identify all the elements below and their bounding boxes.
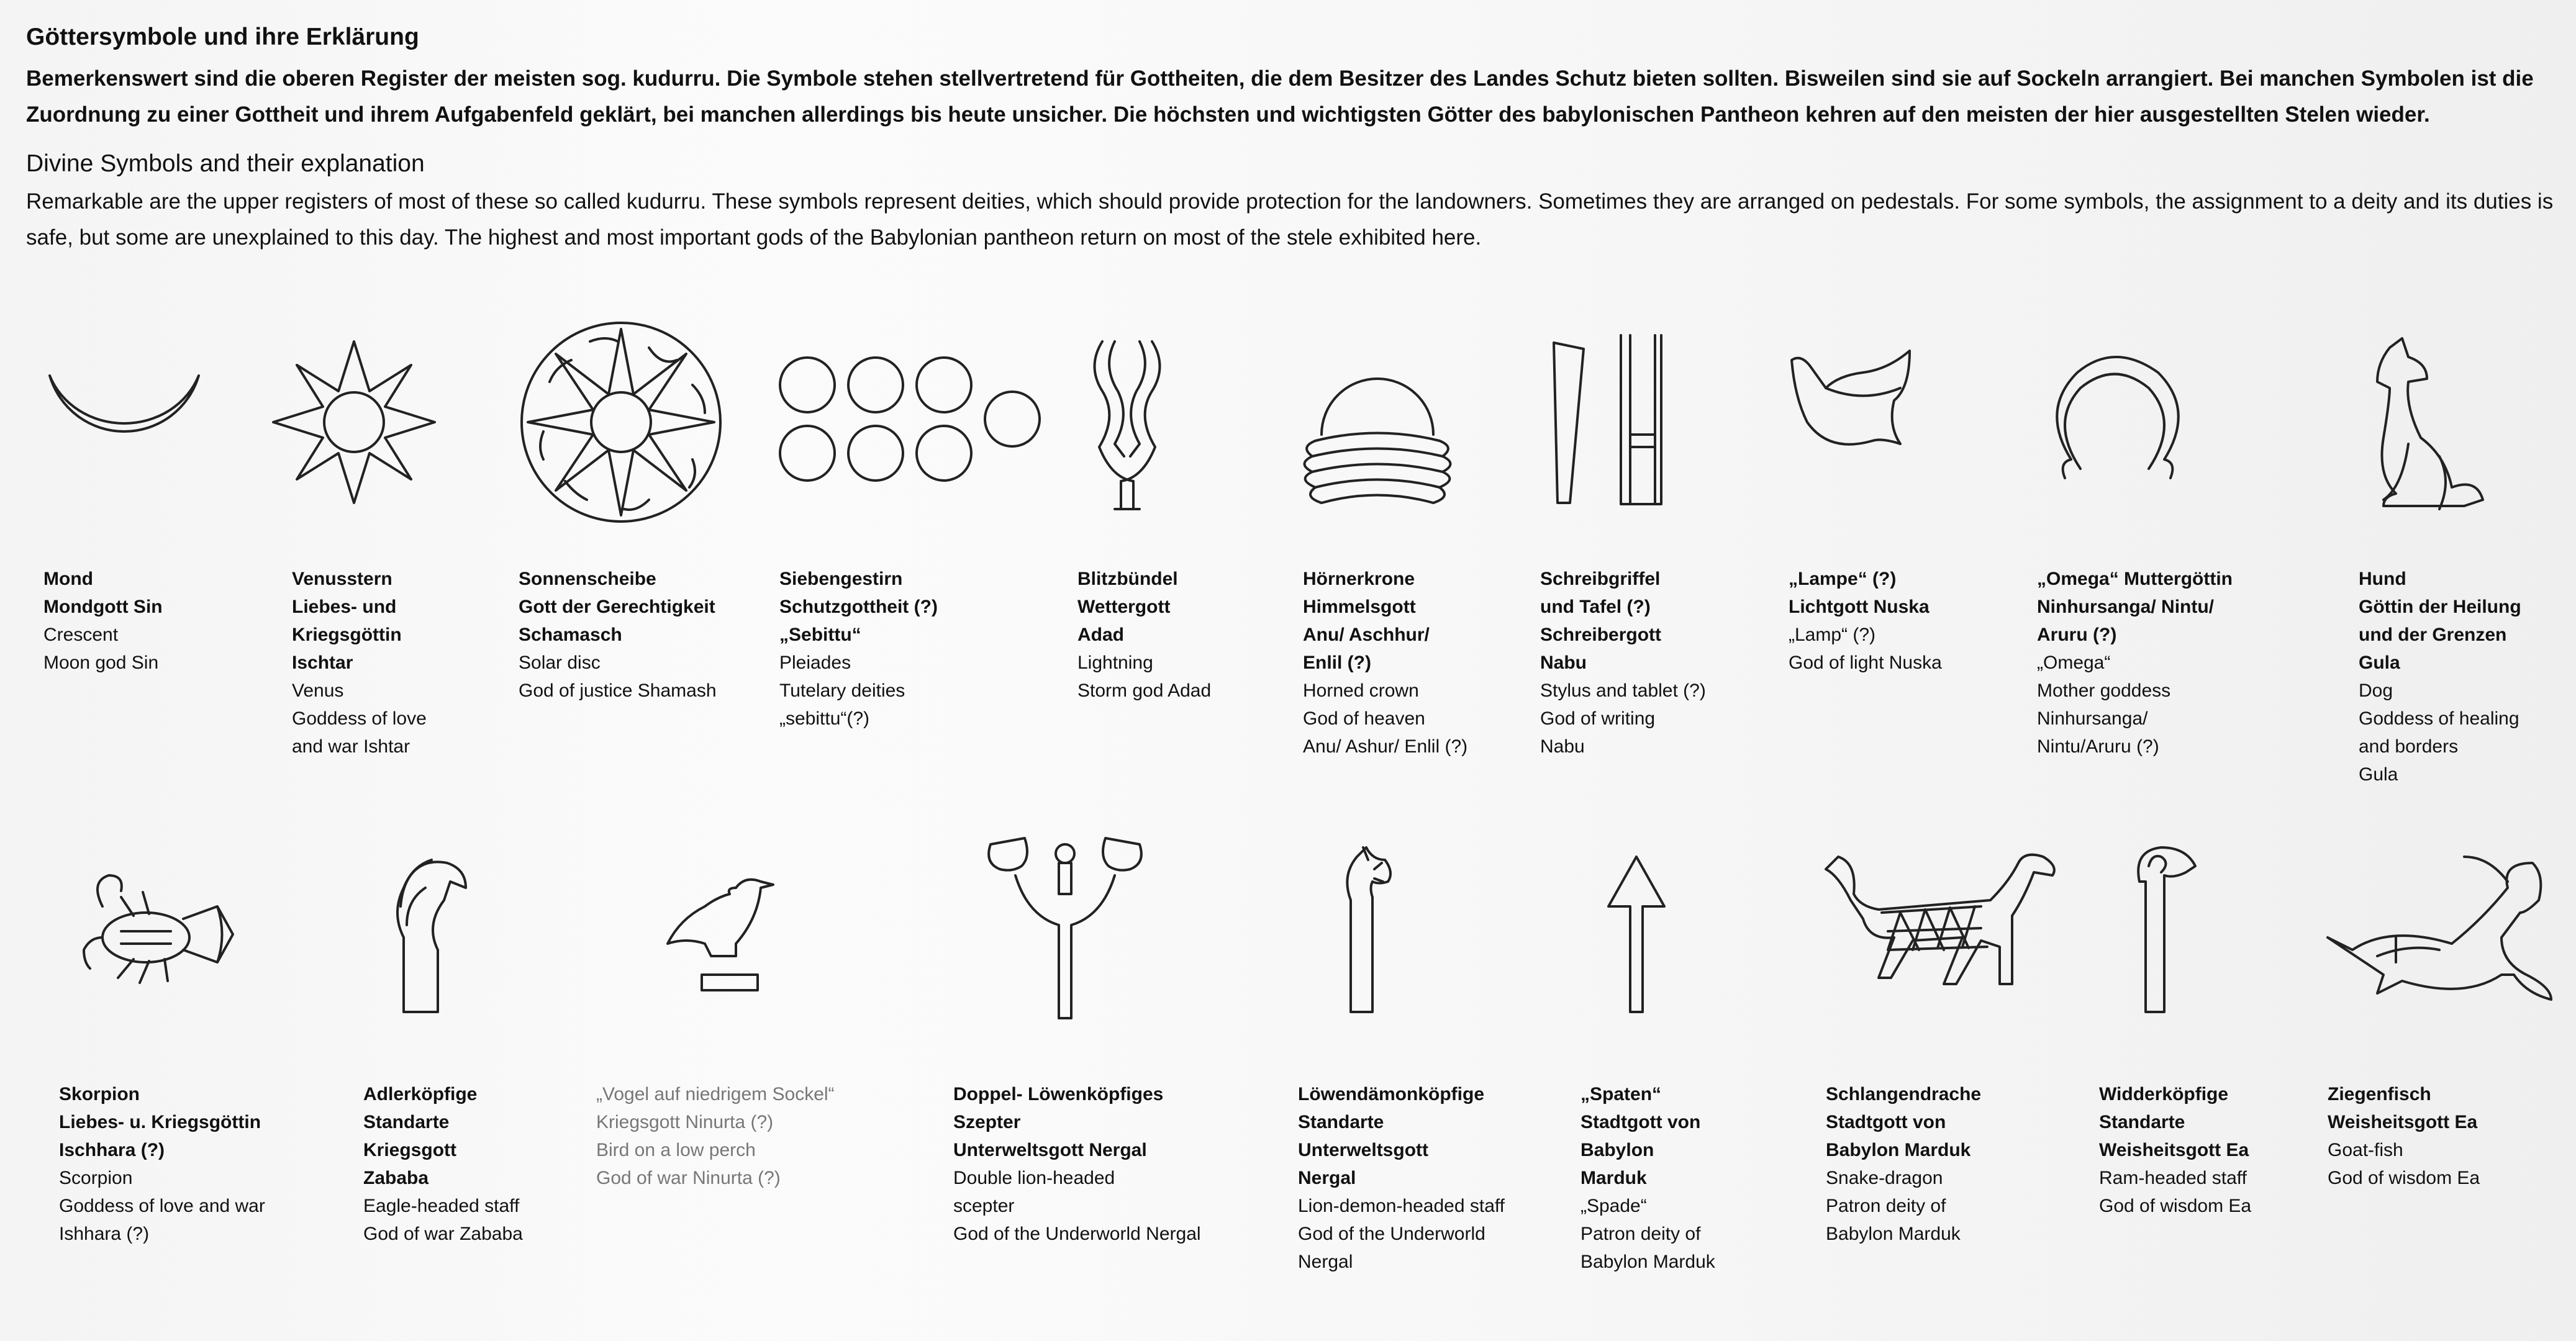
symbol-card: [1303, 323, 1570, 832]
caption-german: „Spaten“ Stadtgott von Babylon Marduk: [1581, 1084, 1701, 1188]
symbol-card: [779, 323, 1046, 832]
eagle-staff-icon: [363, 832, 599, 1055]
caption-english: „Spade“ Patron deity of Babylon Marduk: [1581, 1196, 1715, 1272]
crescent-icon: [43, 323, 279, 546]
caption-english: Dog Goddess of healing and borders Gula: [2359, 680, 2519, 785]
symbol-card: [2359, 323, 2576, 832]
caption-german: Siebengestirn Schutzgottheit (?) „Sebittu“: [779, 569, 938, 645]
stylus-tablet-icon: [1540, 323, 1776, 546]
caption-german: Doppel- Löwenköpfiges Szepter Unterweltsgott Nergal: [953, 1084, 1164, 1160]
caption-german: Hund Göttin der Heilung und der Grenzen Gula: [2359, 569, 2521, 673]
caption-english: Lightning Storm god Adad: [1077, 652, 1212, 701]
symbol-card: [2037, 323, 2304, 832]
omega-icon: [2037, 323, 2273, 546]
bird-perch-icon: [664, 832, 900, 1055]
symbol-card: [519, 323, 786, 832]
caption-german: Ziegenfisch Weisheitsgott Ea: [2328, 1084, 2478, 1132]
caption-german: „Vogel auf niedrigem Sockel“ Kriegsgott Ninurta (?): [596, 1084, 835, 1132]
caption-german: Venusstern Liebes- und Kriegsgöttin Ischtar: [292, 569, 402, 673]
caption-english: Scorpion Goddess of love and war Ishhara (?): [59, 1168, 265, 1244]
venus-star-icon: [292, 323, 528, 546]
caption-english: Solar disc God of justice Shamash: [519, 652, 717, 701]
scorpion-icon: [59, 832, 295, 1055]
caption-english: Stylus and tablet (?) God of writing Nabu: [1540, 680, 1706, 757]
caption-german: Blitzbündel Wettergott Adad: [1077, 569, 1178, 645]
symbol-card: [596, 832, 863, 1341]
caption-german: Skorpion Liebes- u. Kriegsgöttin Ischhara (?): [59, 1084, 261, 1160]
caption-german: Schreibgriffel und Tafel (?) Schreibergott Nabu: [1540, 569, 1662, 673]
symbol-card: [59, 832, 326, 1341]
pleiades-icon: [779, 323, 1015, 546]
caption-german: Löwendämonköpfige Standarte Unterweltsgott Nergal: [1298, 1084, 1484, 1188]
symbol-card: [1789, 323, 2056, 832]
caption-english: Venus Goddess of love and war Ishtar: [292, 680, 427, 757]
lamp-icon: [1789, 323, 2025, 546]
english-description: Remarkable are the upper registers of most of these so called kudurru. These symbols represent deities, which should provide protection for the landowners. Sometimes they are arranged on pedestals. For some symbols, the assignment to a deity and its duties is safe, but some are unexplained to this day. The highest and most important gods of the Babylonian pantheon return on most of the stele exhibited here.: [26, 189, 2554, 250]
symbol-card: [2099, 832, 2366, 1341]
english-title: Divine Symbols and their explanation: [26, 150, 425, 177]
caption-german: Sonnenscheibe Gott der Gerechtigkeit Schamasch: [519, 569, 715, 645]
caption-english: Eagle-headed staff God of war Zababa: [363, 1196, 523, 1244]
caption-german: Adlerköpfige Standarte Kriegsgott Zababa: [363, 1084, 478, 1188]
symbol-card: [1581, 832, 1848, 1341]
caption-english: Ram-headed staff God of wisdom Ea: [2099, 1168, 2252, 1216]
symbol-card: [2328, 832, 2576, 1341]
horned-crown-icon: [1303, 323, 1539, 546]
symbol-card: [363, 832, 630, 1341]
caption-english: „Omega“ Mother goddess Ninhursanga/ Nintu/Aruru (?): [2037, 652, 2171, 757]
double-lion-scepter-icon: [966, 832, 1202, 1055]
symbol-row-2: [0, 832, 2576, 1341]
snake-dragon-icon: [1826, 832, 2062, 1055]
symbol-card: [953, 832, 1220, 1341]
solar-disc-icon: [519, 323, 755, 546]
caption-english: Bird on a low perch God of war Ninurta (?): [596, 1140, 781, 1188]
german-description: Bemerkenswert sind die oberen Register der meisten sog. kudurru. Die Symbole stehen stellvertretend für Gottheiten, die dem Besitzer des Landes Schutz bieten sollten. Bisweilen sind sie auf Sockeln arrangiert. Bei manchen Symbolen ist die Zuordnung zu einer Gottheit und ihrem Aufgabenfeld geklärt, bei manchen allerdings bis heute unsicher. Die höchsten und wichtigsten Götter des babylonischen Pantheon kehren auf den meisten der hier ausgestellten Stelen wieder.: [26, 66, 2534, 127]
symbol-card: [1540, 323, 1807, 832]
caption-german: Mond Mondgott Sin: [43, 569, 163, 617]
caption-english: „Lamp“ (?) God of light Nuska: [1789, 625, 1942, 673]
caption-english: Pleiades Tutelary deities „sebittu“(?): [779, 652, 905, 729]
caption-german: Hörnerkrone Himmelsgott Anu/ Aschhur/ Enlil (?): [1303, 569, 1430, 673]
caption-german: Widderköpfige Standarte Weisheitsgott Ea: [2099, 1084, 2249, 1160]
caption-english: Double lion-headed scepter God of the Underworld Nergal: [953, 1168, 1201, 1244]
lightning-icon: [1077, 323, 1313, 546]
dog-icon: [2359, 323, 2576, 546]
caption-german: „Omega“ Muttergöttin Ninhursanga/ Nintu/ Aruru (?): [2037, 569, 2233, 645]
symbol-row-1: [0, 323, 2576, 832]
caption-english: Goat-fish God of wisdom Ea: [2328, 1140, 2480, 1188]
caption-english: Lion-demon-headed staff God of the Underworld Nergal: [1298, 1196, 1505, 1272]
caption-english: Crescent Moon god Sin: [43, 625, 159, 673]
spade-icon: [1581, 832, 1816, 1055]
caption-english: Horned crown God of heaven Anu/ Ashur/ Enlil (?): [1303, 680, 1468, 757]
caption-german: „Lampe“ (?) Lichtgott Nuska: [1789, 569, 1930, 617]
symbol-card: [43, 323, 311, 832]
german-title: Göttersymbole und ihre Erklärung: [26, 24, 419, 50]
caption-german: Schlangendrache Stadtgott von Babylon Marduk: [1826, 1084, 1982, 1160]
symbol-card: [1298, 832, 1565, 1341]
lion-demon-staff-icon: [1338, 832, 1574, 1055]
goat-fish-icon: [2328, 832, 2564, 1055]
ram-staff-icon: [2099, 832, 2335, 1055]
caption-english: Snake-dragon Patron deity of Babylon Marduk: [1826, 1168, 1961, 1244]
symbol-card: [1826, 832, 2093, 1341]
